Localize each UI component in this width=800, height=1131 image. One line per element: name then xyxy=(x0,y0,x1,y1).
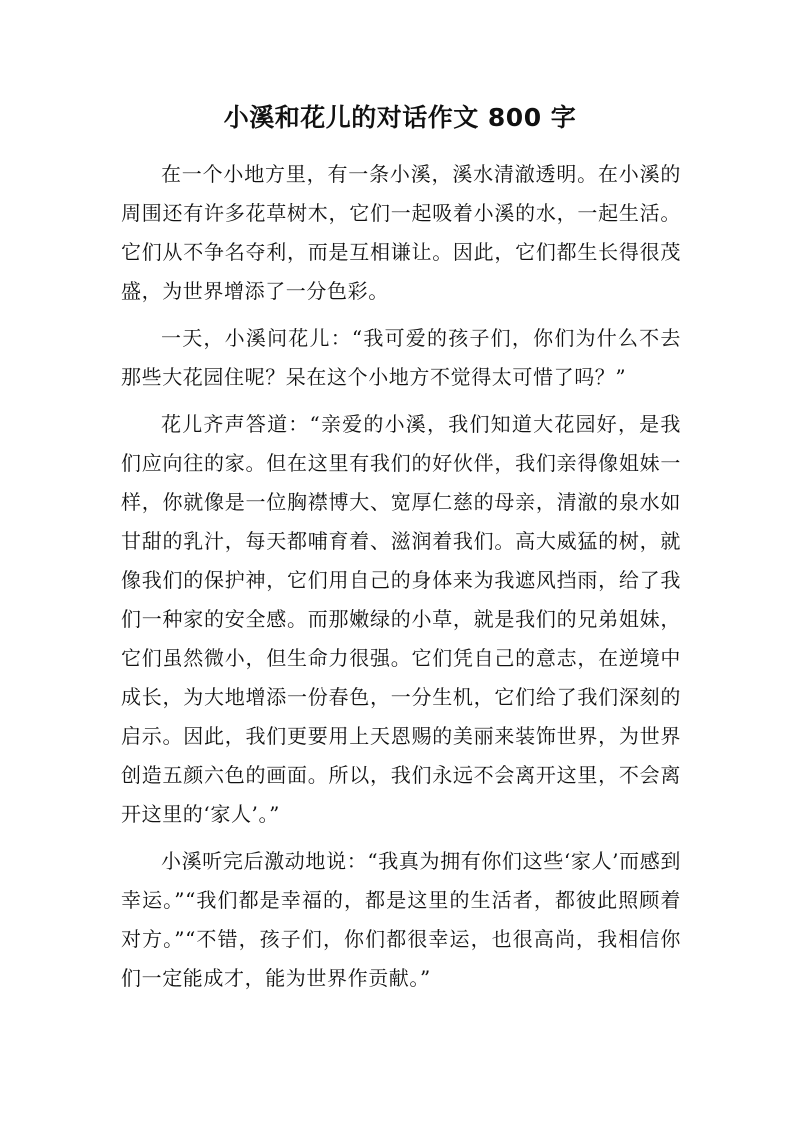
document-title: 小溪和花儿的对话作文 800 字 xyxy=(223,103,577,132)
document-body xyxy=(121,155,681,1006)
paragraph-4: 小溪听完后激动地说：“我真为拥有你们这些‘家人’而感到幸运。”“我们都是幸福的，都是这里的生活者，都彼此照顾着对方。”“不错，孩子们，你们都很幸运，也很高尚，我相信你们一定能成才，能为世界作贡献。” xyxy=(121,849,681,990)
paragraph-1: 在一个小地方里，有一条小溪，溪水清澈透明。在小溪的周围还有许多花草树木，它们一起吸着小溪的水，一起生活。它们从不争名夺利，而是互相谦让。因此，它们都生长得很茂盛，为世界增添了一分色彩。 xyxy=(121,162,681,303)
paragraph-2: 一天，小溪问花儿：“我可爱的孩子们，你们为什么不去那些大花园住呢？呆在这个小地方不觉得太可惜了吗？” xyxy=(121,326,681,389)
paragraph-3: 花儿齐声答道：“亲爱的小溪，我们知道大花园好，是我们应向往的家。但在这里有我们的好伙伴，我们亲得像姐妹一样，你就像是一位胸襟博大、宽厚仁慈的母亲，清澈的泉水如甘甜的乳汁，每天都哺育着、滋润着我们。高大威猛的树，就像我们的保护神，它们用自己的身体来为我遮风挡雨，给了我们一种家的安全感。而那嫩绿的小草，就是我们的兄弟姐妹，它们虽然微小，但生命力很强。它们凭自己的意志，在逆境中成长，为大地增添一份春色，一分生机，它们给了我们深刻的启示。因此，我们更要用上天恩赐的美丽来装饰世界，为世界创造五颜六色的画面。所以，我们永远不会离开这里，不会离开这里的‘家人’。” xyxy=(121,412,681,826)
